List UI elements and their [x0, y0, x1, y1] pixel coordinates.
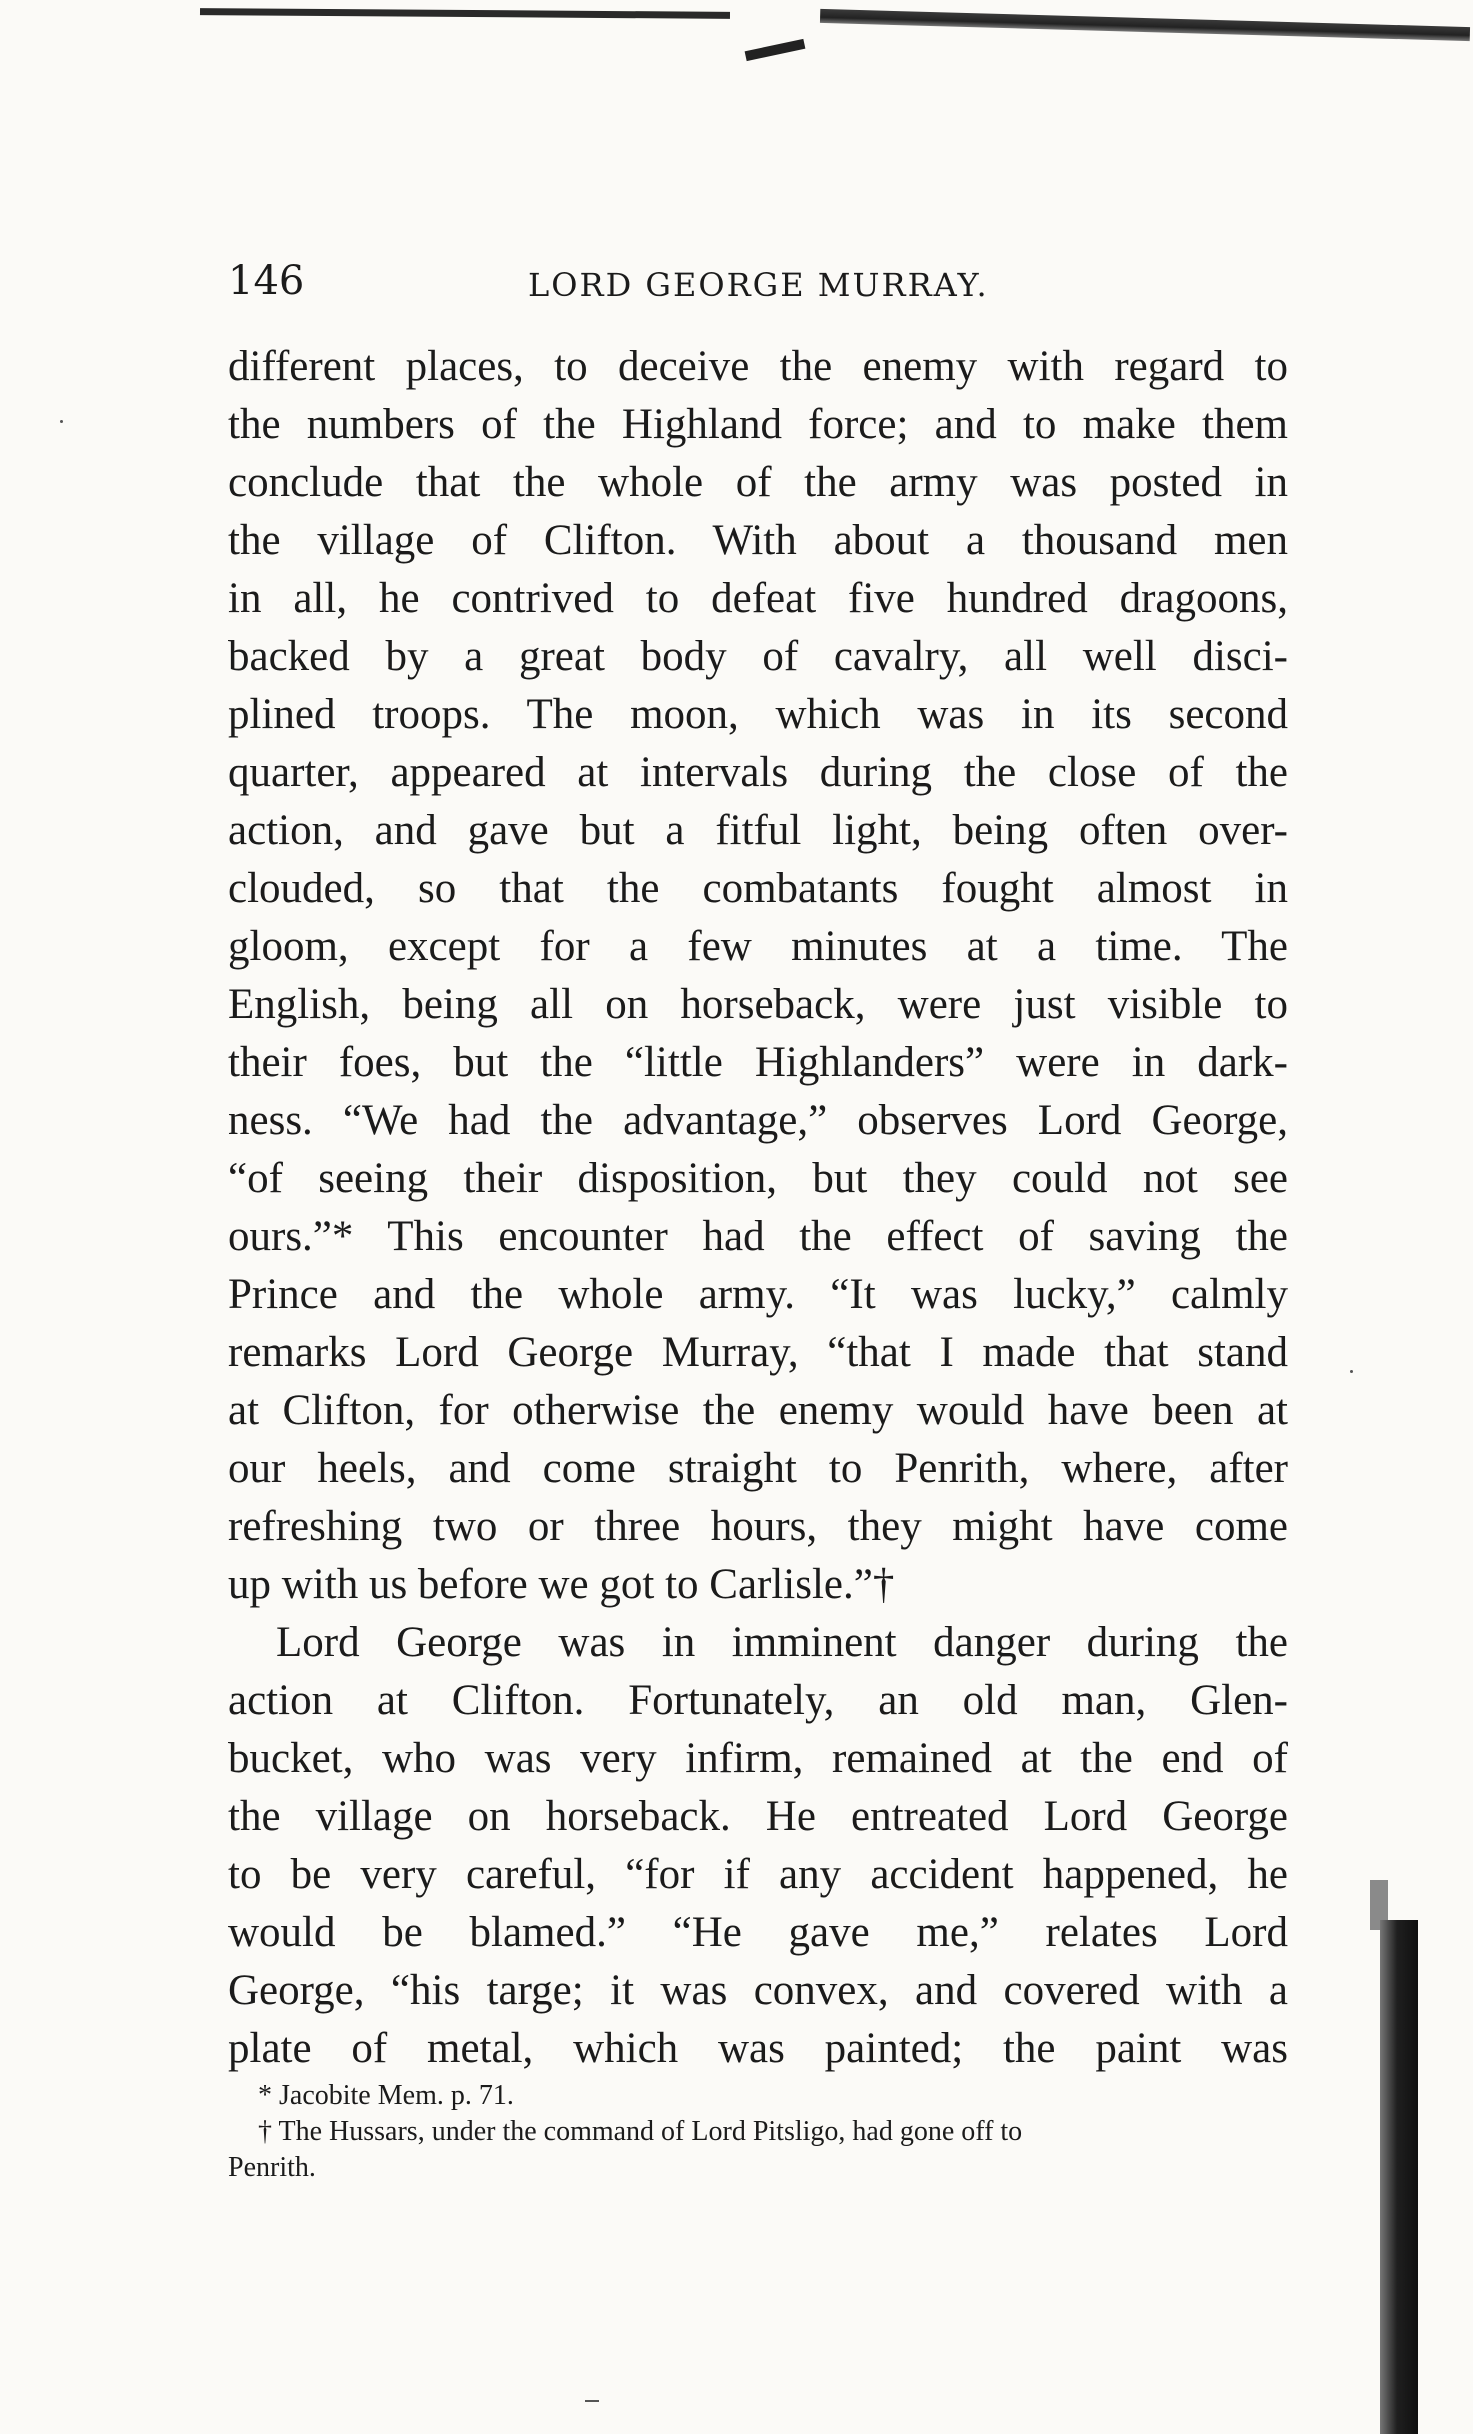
text-line: up with us before we got to Carlisle.”† [228, 1561, 895, 1608]
footnote-hussars: † The Hussars, under the command of Lord Pitsligo, had gone off to [258, 2116, 1023, 2147]
text-line: clouded, so that the combatants fought almost in [228, 865, 1288, 912]
text-line: English, being all on horseback, were just visible to [228, 981, 1288, 1028]
text-line: our heels, and come straight to Penrith, where, after [228, 1445, 1288, 1492]
footnotes [228, 2078, 1288, 2186]
page-edge-shadow [1380, 1920, 1418, 2434]
text-line: different places, to deceive the enemy with regard to [228, 343, 1288, 390]
text-line: backed by a great body of cavalry, all well disci- [228, 633, 1288, 680]
text-line: the numbers of the Highland force; and to make them [228, 401, 1288, 448]
text-line: ness. “We had the advantage,” observes Lord George, [228, 1097, 1288, 1144]
text-line: at Clifton, for otherwise the enemy would have been at [228, 1387, 1288, 1434]
running-head [228, 258, 1308, 308]
text-line: George, “his targe; it was convex, and covered with a [228, 1967, 1288, 2014]
text-line: plined troops. The moon, which was in its second [228, 691, 1288, 738]
top-edge-rule-right [820, 9, 1470, 41]
text-line: to be very careful, “for if any accident happened, he [228, 1851, 1288, 1898]
paper-speck [585, 2400, 599, 2402]
text-line: refreshing two or three hours, they might have come [228, 1503, 1288, 1550]
text-line: the village on horseback. He entreated Lord George [228, 1793, 1288, 1840]
paper-speck [60, 420, 63, 423]
text-line: bucket, who was very infirm, remained at the end of [228, 1735, 1288, 1782]
text-line: Prince and the whole army. “It was lucky,” calmly [228, 1271, 1288, 1318]
page-number: 146 [228, 258, 305, 304]
text-line: action at Clifton. Fortunately, an old man, Glen- [228, 1677, 1288, 1724]
body-text [228, 338, 1288, 2078]
paper-speck [1350, 1370, 1353, 1373]
text-line: in all, he contrived to defeat five hundred dragoons, [228, 575, 1288, 622]
text-line: remarks Lord George Murray, “that I made that stand [228, 1329, 1288, 1376]
text-line: their foes, but the “little Highlanders” were in dark- [228, 1039, 1288, 1086]
text-line: plate of metal, which was painted; the paint was [228, 2025, 1288, 2072]
text-line: Lord George was in imminent danger during the [276, 1619, 1288, 1666]
text-line: “of seeing their disposition, but they could not see [228, 1155, 1288, 1202]
text-line: action, and gave but a fitful light, being often over- [228, 807, 1288, 854]
text-line: quarter, appeared at intervals during the close of the [228, 749, 1288, 796]
text-line: gloom, except for a few minutes at a time. The [228, 923, 1288, 970]
text-line: ours.”* This encounter had the effect of saving the [228, 1213, 1288, 1260]
text-line: would be blamed.” “He gave me,” relates Lord [228, 1909, 1288, 1956]
ink-mark [745, 39, 806, 61]
text-line: the village of Clifton. With about a thousand men [228, 517, 1288, 564]
text-line: conclude that the whole of the army was posted in [228, 459, 1288, 506]
footnote-hussars-continued: Penrith. [228, 2152, 316, 2183]
page-title: LORD GEORGE MURRAY. [528, 266, 989, 304]
top-edge-rule [200, 8, 730, 19]
footnote-jacobite: * Jacobite Mem. p. 71. [258, 2080, 514, 2111]
